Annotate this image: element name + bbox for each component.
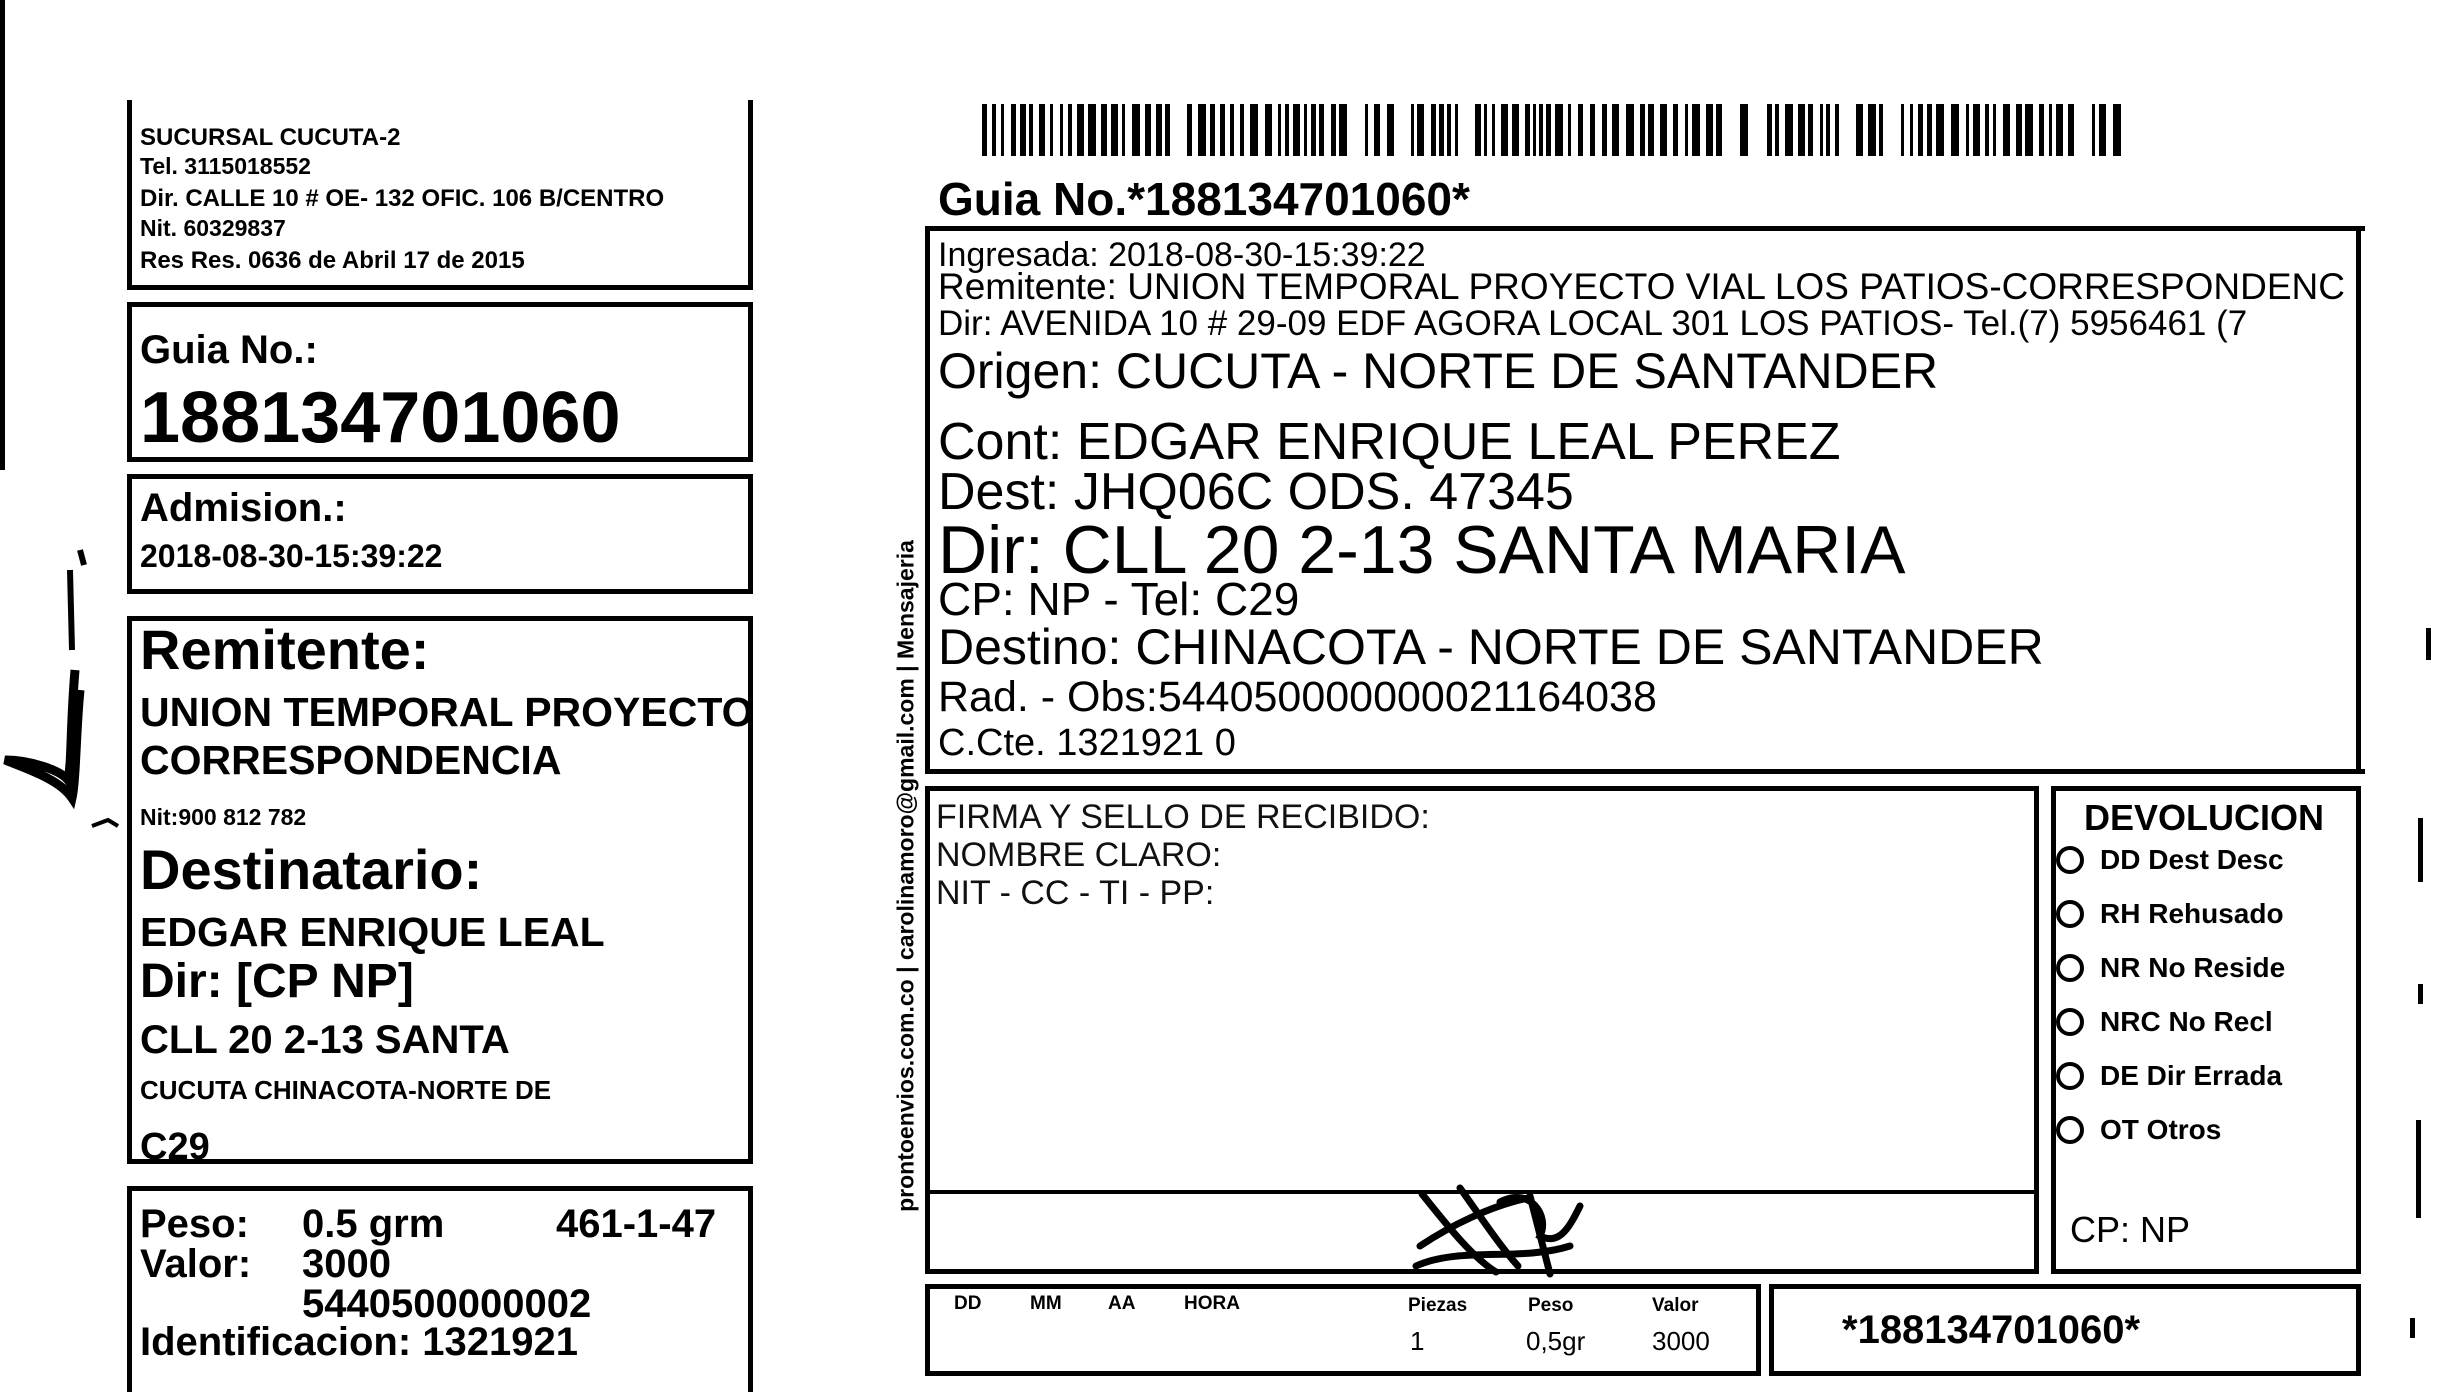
header-mm: MM [1030, 1293, 1062, 1314]
remitente: Remitente: UNION TEMPORAL PROYECTO VIAL LOS PATIOS-CORRESPONDENC [938, 266, 2345, 307]
barcode-bar [2056, 104, 2063, 156]
barcode-bar [1029, 104, 1033, 156]
barcode-bar [1660, 104, 1667, 156]
weight-code: 461-1-47 [556, 1202, 717, 1246]
devolucion-title: DEVOLUCION [2084, 797, 2325, 838]
barcode-bar [1706, 104, 1713, 156]
barcode-bar [2068, 104, 2074, 156]
dir-dest: Dir: CLL 20 2-13 SANTA MARIA [938, 512, 1906, 588]
value-amount: 3000 [302, 1242, 391, 1286]
barcode-bar [2113, 104, 2121, 156]
barcode-bar [1198, 104, 1206, 156]
barcode-bar [1122, 104, 1125, 156]
header-dd: DD [954, 1293, 982, 1314]
guide-number: 188134701060 [140, 378, 621, 458]
barcode-bar [2099, 104, 2106, 156]
barcode-bar [1856, 104, 1863, 156]
guide-label: Guia No.: [140, 328, 318, 372]
barcode-bar [1077, 104, 1084, 156]
barcode-bar [1918, 104, 1923, 156]
cp-tel: CP: NP - Tel: C29 [938, 573, 1300, 625]
barcode-bar [1293, 104, 1300, 156]
admission-label: Admision.: [140, 486, 347, 530]
barcode-bar [1648, 104, 1654, 156]
barcode-bar [2025, 104, 2033, 156]
barcode-bar [982, 104, 987, 156]
barcode-bar [1331, 104, 1336, 156]
barcode-text: *188134701060* [1842, 1308, 2141, 1352]
sender-nit: Nit:900 812 782 [140, 804, 307, 830]
barcode-bar [1501, 104, 1508, 156]
option-radio-icon[interactable] [2056, 1116, 2084, 1144]
barcode-bar [1068, 104, 1072, 156]
handwritten-signature-icon [1400, 1176, 1600, 1280]
piezas-value: 1 [1410, 1326, 1425, 1356]
barcode-bar [1011, 104, 1016, 156]
barcode-bar [2016, 104, 2022, 156]
cont: Cont: EDGAR ENRIQUE LEAL PEREZ [938, 413, 1841, 471]
barcode-bar [1311, 104, 1316, 156]
sender-line1: UNION TEMPORAL PROYECTO [140, 689, 754, 735]
barcode-bar [1640, 104, 1645, 156]
edge-mark [2410, 1318, 2415, 1338]
value-label: Valor: [140, 1242, 252, 1286]
barcode-bar [1539, 104, 1543, 156]
option-radio-icon[interactable] [2056, 846, 2084, 874]
barcode-bar [1820, 104, 1823, 156]
option-rh-label: RH Rehusado [2100, 898, 2284, 929]
barcode-bar [1951, 104, 1959, 156]
barcode-bar [1020, 104, 1026, 156]
barcode-bar [1512, 104, 1519, 156]
recipient-city: CUCUTA CHINACOTA-NORTE DE [140, 1075, 552, 1105]
barcode-bar [1455, 104, 1458, 156]
guide-heading: Guia No.*188134701060* [938, 173, 1470, 225]
barcode-bar [1993, 104, 1996, 156]
barcode-bar [1901, 104, 1904, 156]
barcode-bar [1101, 104, 1107, 156]
barcode-bar [1447, 104, 1451, 156]
option-radio-icon[interactable] [2056, 954, 2084, 982]
barcode-bar [1387, 104, 1394, 156]
main-box-right-border [2356, 226, 2361, 774]
barcode-bar [1240, 104, 1244, 156]
barcode-bar [1001, 104, 1004, 156]
weight-label: Peso: [140, 1202, 249, 1246]
weight-value: 0.5 grm [302, 1202, 445, 1246]
edge-mark [2418, 818, 2423, 882]
barcode-graphic [982, 104, 2132, 156]
barcode-bar [1578, 104, 1583, 156]
branch-resolution: Res Res. 0636 de Abril 17 de 2015 [140, 247, 525, 274]
option-radio-icon[interactable] [2056, 1008, 2084, 1036]
handwritten-checkmark-icon [0, 530, 130, 850]
barcode-bar [1546, 104, 1551, 156]
recipient-name: EDGAR ENRIQUE LEAL [140, 909, 605, 955]
branch-phone: Tel. 3115018552 [140, 153, 311, 179]
option-nr-label: NR No Reside [2100, 952, 2286, 983]
header-aa: AA [1108, 1293, 1136, 1314]
barcode-bar [1319, 104, 1324, 156]
barcode-bar [1826, 104, 1830, 156]
barcode-bar [1484, 104, 1487, 156]
id-label: NIT - CC - TI - PP: [936, 874, 1215, 912]
sender-label: Remitente: [140, 618, 430, 681]
identification: Identificacion: 1321921 [140, 1320, 578, 1364]
barcode-bar [1339, 104, 1347, 156]
barcode-bar [1374, 104, 1380, 156]
barcode-bar [1165, 104, 1170, 156]
recipient-address: CLL 20 2-13 SANTA [140, 1018, 510, 1062]
destino: Destino: CHINACOTA - NORTE DE SANTANDER [938, 619, 2044, 675]
barcode-bar [1050, 104, 1053, 156]
barcode-bar [1775, 104, 1779, 156]
barcode-bar [1626, 104, 1634, 156]
branch-address: Dir. CALLE 10 # OE- 132 OFIC. 106 B/CENTRO [140, 185, 665, 212]
barcode-bar [1039, 104, 1045, 156]
barcode-bar [1411, 104, 1414, 156]
option-de-label: DE Dir Errada [2100, 1060, 2283, 1091]
barcode-bar [1220, 104, 1225, 156]
barcode-bar [1835, 104, 1839, 156]
barcode-bar [1210, 104, 1215, 156]
peso-value: 0,5gr [1526, 1326, 1586, 1356]
devolucion-cp: CP: NP [2070, 1209, 2191, 1250]
header-piezas: Piezas [1408, 1295, 1468, 1316]
ingresada: Ingresada: 2018-08-30-15:39:22 [938, 236, 1426, 274]
recipient-code: C29 [140, 1126, 210, 1168]
barcode-bar [1740, 104, 1748, 156]
edge-mark [2416, 1120, 2421, 1218]
barcode-bar [1525, 104, 1530, 156]
barcode-bar [1798, 104, 1805, 156]
barcode-bar [1685, 104, 1688, 156]
barcode-bar [1278, 104, 1281, 156]
admission-datetime: 2018-08-30-15:39:22 [140, 538, 443, 574]
option-radio-icon[interactable] [2056, 900, 2084, 928]
signature-label: FIRMA Y SELLO DE RECIBIDO: [936, 798, 1430, 836]
barcode-bar [2003, 104, 2010, 156]
barcode-bar [2092, 104, 2095, 156]
barcode-bar [1590, 104, 1595, 156]
edge-mark [0, 0, 5, 470]
barcode-bar [1555, 104, 1563, 156]
barcode-bar [1879, 104, 1883, 156]
barcode-bar [1973, 104, 1980, 156]
name-label: NOMBRE CLARO: [936, 836, 1222, 874]
c-cte: C.Cte. 1321921 0 [938, 722, 1236, 764]
option-ot-label: OT Otros [2100, 1114, 2222, 1145]
option-dd-label: DD Dest Desc [2100, 844, 2284, 875]
barcode-bar [1431, 104, 1436, 156]
option-nrc-label: NRC No Recl [2100, 1006, 2273, 1037]
barcode-bar [1568, 104, 1571, 156]
barcode-bar [1927, 104, 1932, 156]
barcode-bar [1602, 104, 1607, 156]
barcode-bar [1250, 104, 1258, 156]
barcode-bar [2039, 104, 2044, 156]
barcode-bar [1060, 104, 1063, 156]
recipient-dir: Dir: [CP NP] [140, 955, 414, 1008]
barcode-bar [1265, 104, 1272, 156]
barcode-bar [1417, 104, 1424, 156]
barcode-bar [1868, 104, 1876, 156]
barcode-bar [1111, 104, 1118, 156]
barcode-bar [1285, 104, 1289, 156]
barcode-bar [1533, 104, 1536, 156]
origen: Origen: CUCUTA - NORTE DE SANTANDER [938, 343, 1939, 399]
barcode-bar [1966, 104, 1969, 156]
valor-value: 3000 [1652, 1326, 1710, 1356]
barcode-bar [1439, 104, 1444, 156]
branch-nit: Nit. 60329837 [140, 215, 286, 241]
barcode-bar [1716, 104, 1722, 156]
barcode-bar [1673, 104, 1678, 156]
value-ref: 5440500000002 [302, 1282, 592, 1326]
barcode-bar [1492, 104, 1495, 156]
barcode-bar [1156, 104, 1162, 156]
side-contact-text: prontoenvios.com.co | carolinamoro@gmail.com | Mensajeria [892, 540, 919, 1212]
option-radio-icon[interactable] [2056, 1062, 2084, 1090]
barcode-bar [1910, 104, 1913, 156]
barcode-bar [1767, 104, 1772, 156]
header-peso: Peso [1528, 1295, 1574, 1316]
barcode-bar [1145, 104, 1151, 156]
sender-line2: CORRESPONDENCIA [140, 737, 562, 783]
barcode-bar [2049, 104, 2052, 156]
barcode-bar [992, 104, 996, 156]
barcode-bar [1692, 104, 1700, 156]
barcode-bar [1132, 104, 1140, 156]
barcode-bar [1187, 104, 1192, 156]
edge-mark [2426, 628, 2431, 660]
rad-obs: Rad. - Obs:544050000000021164038 [938, 673, 1657, 721]
barcode-bar [1936, 104, 1944, 156]
barcode-bar [1365, 104, 1368, 156]
dest: Dest: JHQ06C ODS. 47345 [938, 463, 1574, 521]
dir-sender: Dir: AVENIDA 10 # 29-09 EDF AGORA LOCAL 301 LOS PATIOS- Tel.(7) 5956461 (7 [938, 304, 2248, 343]
barcode-bar [1785, 104, 1793, 156]
recipient-label: Destinatario: [140, 838, 483, 901]
header-valor: Valor [1652, 1295, 1699, 1316]
barcode-bar [1808, 104, 1813, 156]
barcode-bar [1475, 104, 1481, 156]
barcode-bar [1304, 104, 1307, 156]
barcode-bar [1230, 104, 1234, 156]
barcode-bar [1985, 104, 1989, 156]
barcode-bar [1612, 104, 1619, 156]
barcode-bar [1088, 104, 1096, 156]
edge-mark [2418, 984, 2423, 1004]
branch-name: SUCURSAL CUCUTA-2 [140, 124, 401, 151]
header-hora: HORA [1184, 1293, 1240, 1314]
